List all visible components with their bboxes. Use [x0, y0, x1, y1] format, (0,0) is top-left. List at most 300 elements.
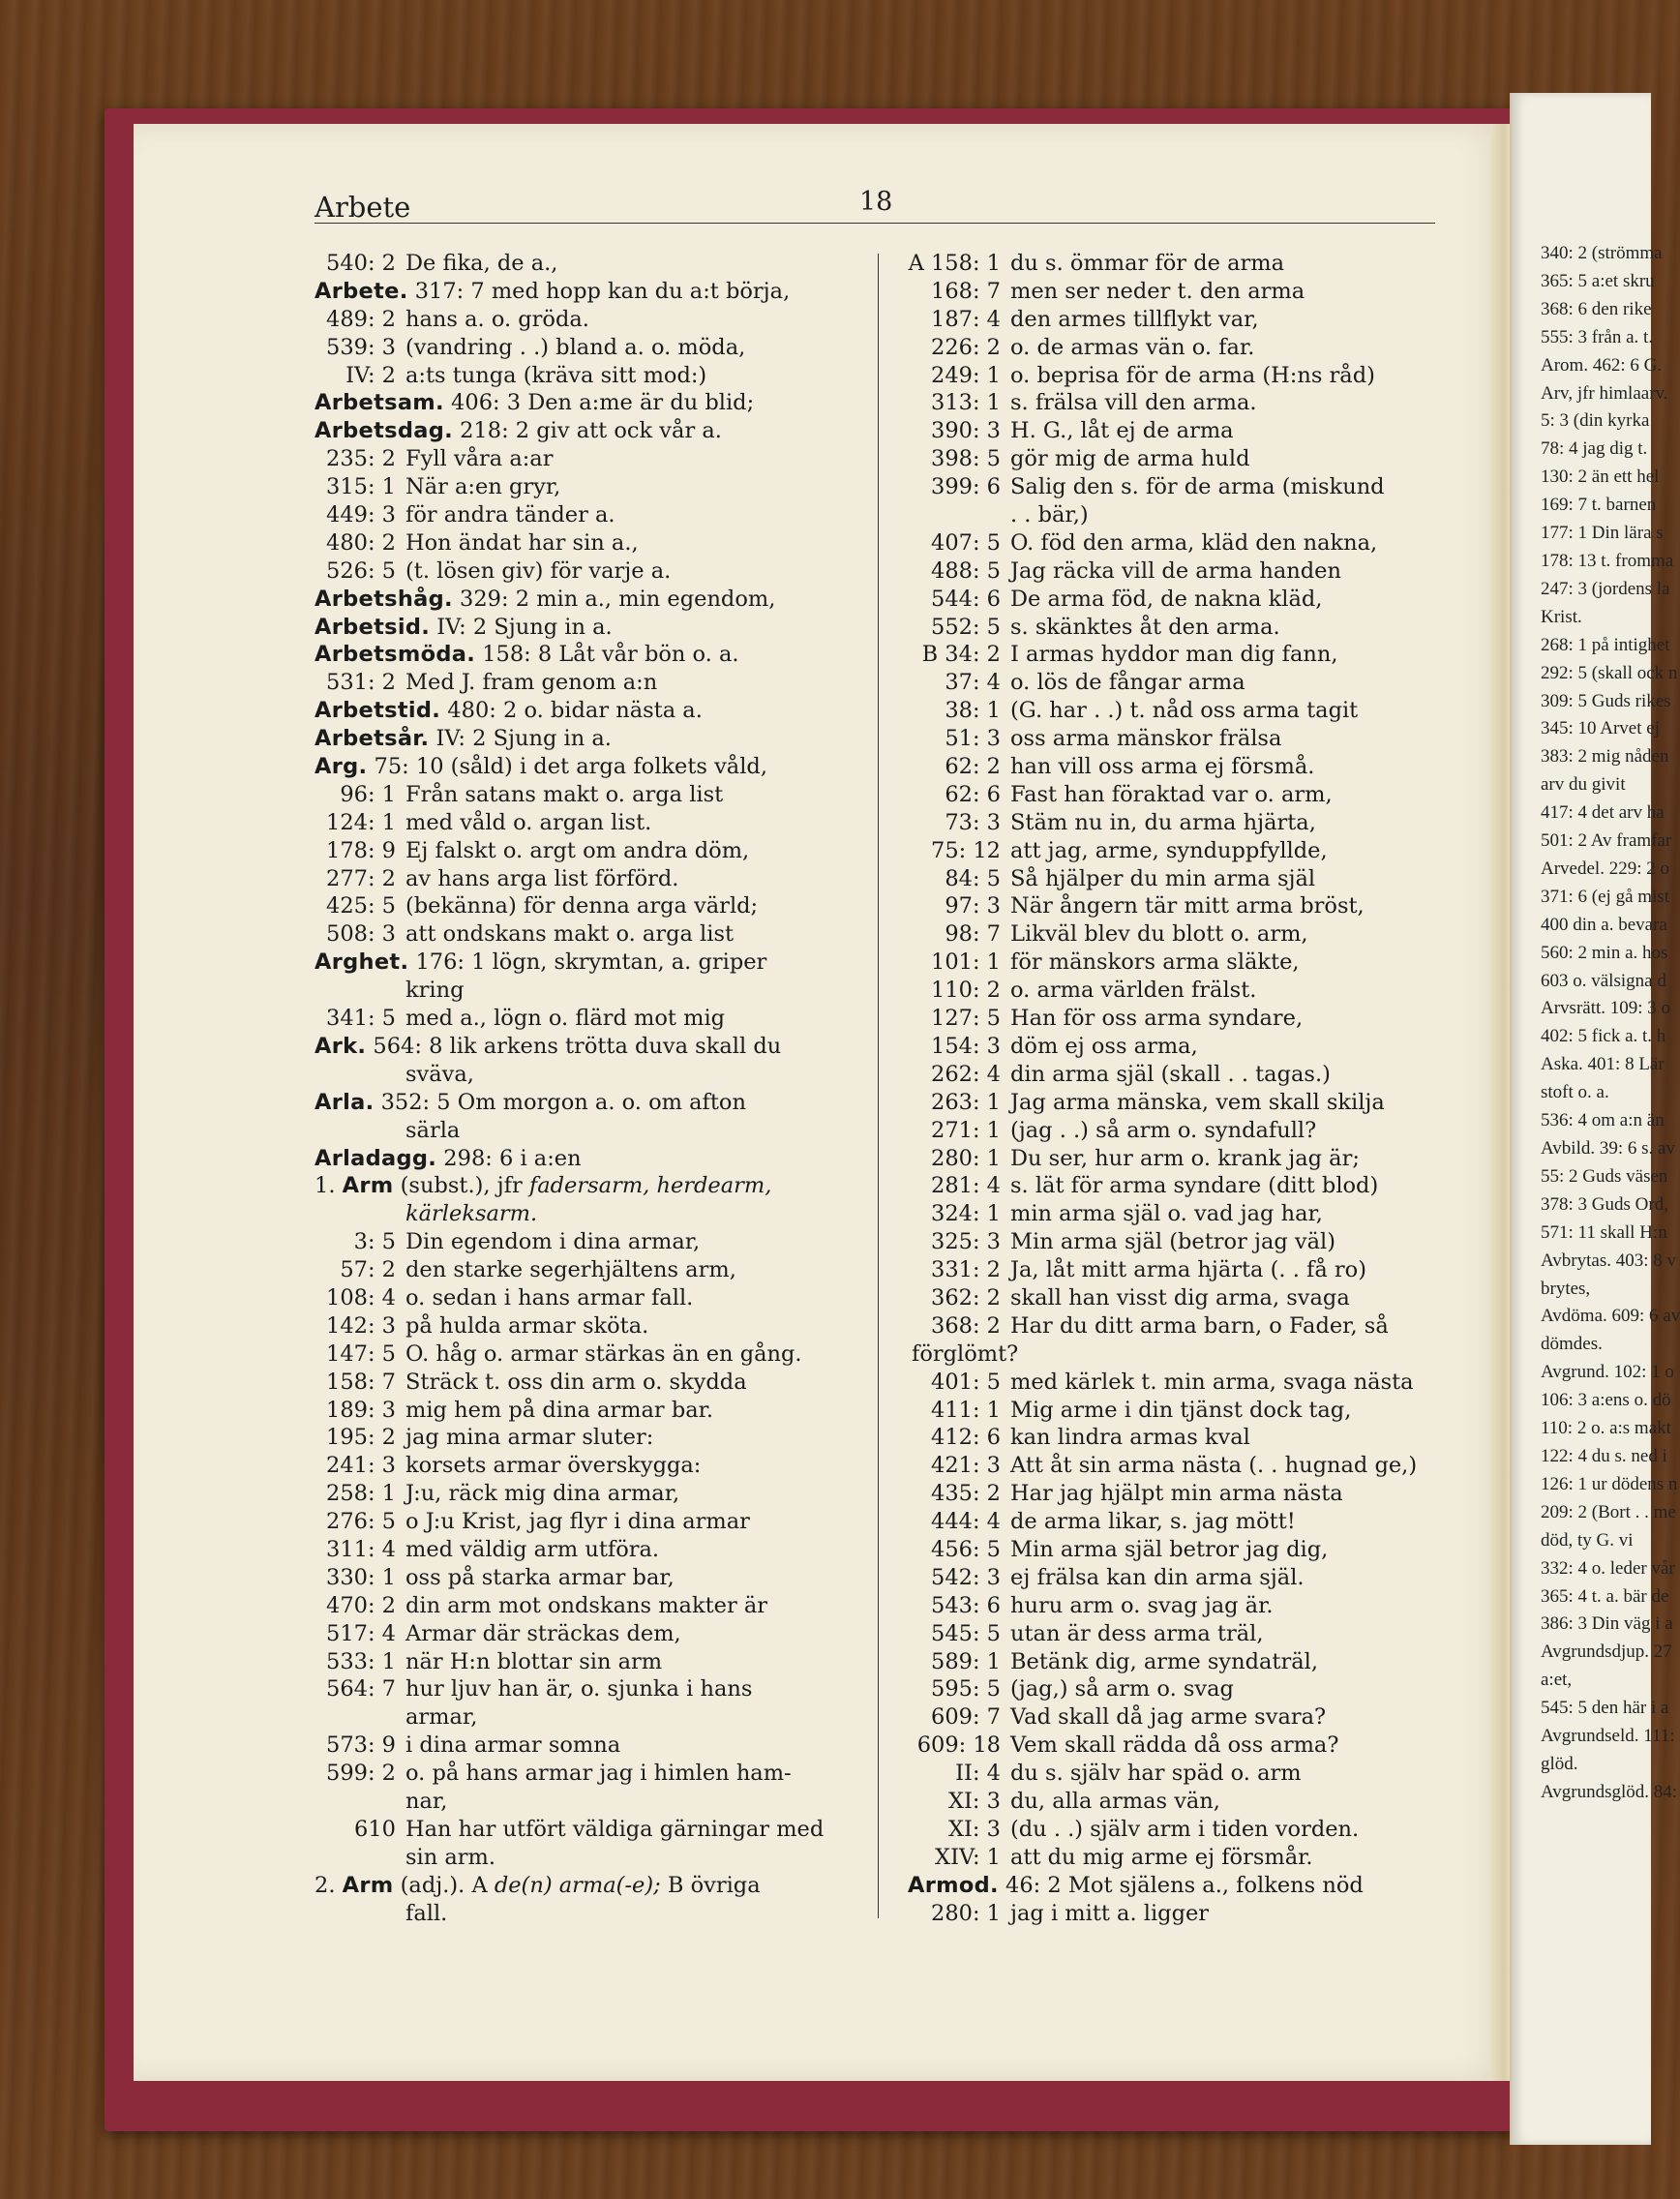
- reference-number: 545: 5: [931, 1620, 1001, 1646]
- reference-number: 489: 2: [326, 306, 396, 332]
- index-line: [315, 1145, 864, 1173]
- reference-number: 195: 2: [326, 1425, 396, 1451]
- entry-italic-text: de(n) arma(-e);: [494, 1872, 661, 1898]
- entry-headword: Arbetsmöda.: [315, 642, 476, 668]
- reference-text: för mänskors arma släkte,: [1010, 949, 1300, 976]
- next-page-line: 555: 3 från a. t.: [1541, 326, 1654, 347]
- reference-text: Ej falskt o. argt om andra döm,: [405, 837, 750, 863]
- entry-text: 218: 2 giv att ock vår a.: [452, 418, 722, 444]
- next-page-line: 368: 6 den rike: [1541, 298, 1652, 319]
- index-line: [315, 697, 864, 725]
- reference-text: mig hem på dina armar bar.: [405, 1397, 714, 1423]
- reference-number: 73: 3: [945, 809, 1001, 835]
- reference-number: 609: 18: [916, 1732, 1001, 1759]
- entry-headword: Arbete.: [315, 278, 408, 304]
- index-line: [908, 1732, 1450, 1760]
- reference-number: 62: 2: [945, 754, 1001, 780]
- next-page-line: Avbild. 39: 6 s. av: [1541, 1138, 1675, 1159]
- reference-text: De fika, de a.,: [405, 251, 558, 276]
- reference-text: Har du ditt arma barn, o Fader, så: [1010, 1312, 1389, 1339]
- index-line: [908, 1145, 1450, 1173]
- next-page-line: 345: 10 Arvet ej: [1541, 718, 1660, 739]
- next-page-line: Avgrund. 102: 1 o: [1541, 1362, 1674, 1383]
- index-line: [315, 306, 864, 334]
- reference-text: Armar där sträckas dem,: [405, 1620, 681, 1646]
- index-line: [908, 809, 1450, 837]
- index-line: [315, 417, 864, 445]
- index-line: [315, 1732, 864, 1760]
- index-line: [315, 641, 864, 669]
- index-line: [315, 529, 864, 557]
- entry-text: 158: 8 Låt vår bön o. a.: [475, 642, 739, 668]
- reference-text: (vandring . .) bland a. o. möda,: [405, 334, 746, 360]
- reference-text: o J:u Krist, jag flyr i dina armar: [405, 1509, 750, 1535]
- index-line: [315, 977, 864, 1005]
- reference-number: 362: 2: [931, 1284, 1001, 1310]
- reference-text: döm ej oss arma,: [1010, 1033, 1198, 1059]
- next-page-line: 292: 5 (skall ock n: [1541, 662, 1678, 683]
- index-line: [315, 1648, 864, 1676]
- reference-number: XI: 3: [948, 1788, 1001, 1814]
- entry-headword: Ark.: [315, 1033, 367, 1059]
- reference-number: 610: [354, 1816, 396, 1842]
- reference-number: 154: 3: [931, 1033, 1001, 1059]
- reference-text: s. lät för arma syndare (ditt blod): [1010, 1173, 1379, 1199]
- reference-text: korsets armar överskygga:: [405, 1453, 702, 1479]
- next-page-line: Avgrundsdjup. 27: [1541, 1642, 1672, 1663]
- index-line: [908, 417, 1450, 445]
- reference-text: a:ts tunga (kräva sitt mod:): [405, 362, 707, 388]
- index-line: [908, 586, 1450, 614]
- reference-number: 178: 9: [326, 837, 396, 863]
- index-line: [908, 949, 1450, 977]
- index-line: [315, 920, 864, 949]
- reference-text: ej frälsa kan din arma själ.: [1010, 1564, 1305, 1590]
- index-line: [315, 334, 864, 362]
- continuation-text: kärleksarm.: [405, 1201, 538, 1227]
- reference-text: (jag . .) så arm o. syndafull?: [1010, 1117, 1317, 1143]
- index-line: [908, 920, 1450, 949]
- reference-number: 51: 3: [945, 726, 1001, 752]
- index-line: [908, 865, 1450, 893]
- reference-text: O. håg o. armar stärkas än en gång.: [405, 1340, 802, 1367]
- reference-number: 62: 6: [945, 781, 1001, 807]
- reference-text: men ser neder t. den arma: [1010, 278, 1305, 304]
- next-page-line: 268: 1 på intighet: [1541, 634, 1670, 655]
- reference-number: 589: 1: [931, 1648, 1001, 1674]
- next-page-line: 386: 3 Din väg i a: [1541, 1613, 1673, 1635]
- reference-number: 599: 2: [326, 1761, 396, 1787]
- index-line: [315, 1369, 864, 1397]
- next-page-line: Avbrytas. 403: 8 v: [1541, 1250, 1677, 1271]
- entry-headword: Arbetsdag.: [315, 418, 453, 444]
- reference-number: 425: 5: [326, 893, 396, 919]
- continuation-text: förglömt?: [912, 1340, 1019, 1367]
- index-line: [908, 306, 1450, 334]
- index-line: [908, 334, 1450, 362]
- index-line: [908, 1760, 1450, 1788]
- next-page-line: 78: 4 jag dig t.: [1541, 438, 1648, 460]
- reference-number: 540: 2: [326, 251, 396, 276]
- next-page-line: 400 din a. bevara: [1541, 914, 1667, 935]
- reference-number: 398: 5: [931, 446, 1001, 472]
- reference-text: (jag,) så arm o. svag: [1010, 1676, 1234, 1702]
- index-line: [315, 1005, 864, 1033]
- reference-number: 412: 6: [931, 1425, 1001, 1451]
- entry-number: 2.: [315, 1872, 343, 1898]
- reference-text: jag mina armar sluter:: [405, 1425, 654, 1451]
- index-line: [908, 1592, 1450, 1620]
- reference-text: din arm mot ondskans makter är: [405, 1592, 768, 1618]
- reference-text: skall han visst dig arma, svaga: [1010, 1284, 1350, 1310]
- index-line: [908, 781, 1450, 809]
- reference-text: o. beprisa för de arma (H:ns råd): [1010, 362, 1375, 388]
- index-line: [908, 1033, 1450, 1061]
- index-line: [315, 1117, 864, 1145]
- index-line: [908, 1061, 1450, 1089]
- index-line: [908, 1536, 1450, 1564]
- index-line: [908, 977, 1450, 1005]
- next-page-line: 178: 13 t. fromma: [1541, 550, 1674, 571]
- entry-headword: Arbetsid.: [315, 614, 431, 640]
- reference-text: med våld o. argan list.: [405, 809, 652, 835]
- reference-number: 331: 2: [931, 1257, 1001, 1283]
- next-page-line: 365: 4 t. a. bär de: [1541, 1585, 1669, 1607]
- guide-word: Arbete: [315, 191, 411, 224]
- reference-text: Sträck t. oss din arm o. skydda: [405, 1369, 747, 1395]
- index-line: [908, 725, 1450, 753]
- entry-text: 352: 5 Om morgon a. o. om afton: [374, 1089, 746, 1115]
- reference-number: 84: 5: [945, 865, 1001, 891]
- index-line: [315, 753, 864, 781]
- reference-number: 37: 4: [945, 670, 1001, 696]
- reference-text: Betänk dig, arme syndaträl,: [1010, 1648, 1318, 1674]
- reference-text: Stäm nu in, du arma hjärta,: [1010, 809, 1316, 835]
- reference-text: När ångern tär mitt arma bröst,: [1010, 893, 1365, 919]
- next-page-line: 603 o. välsigna d: [1541, 970, 1666, 991]
- index-line: [315, 389, 864, 417]
- reference-number: 564: 7: [326, 1676, 396, 1702]
- reference-text: s. skänktes åt den arma.: [1010, 614, 1280, 640]
- continuation-text: nar,: [405, 1788, 448, 1814]
- reference-text: Jag arma mänska, vem skall skilja: [1010, 1089, 1385, 1115]
- reference-text: du s. ömmar för de arma: [1010, 251, 1285, 276]
- reference-text: min arma själ o. vad jag har,: [1010, 1201, 1323, 1227]
- reference-text: Han har utfört väldiga gärningar med: [405, 1816, 825, 1842]
- index-line: [908, 1369, 1450, 1397]
- continuation-text: kring: [405, 978, 465, 1004]
- reference-number: 542: 3: [931, 1564, 1001, 1590]
- reference-number: 324: 1: [931, 1201, 1001, 1227]
- next-page-line: 560: 2 min a. hos: [1541, 942, 1668, 963]
- reference-text: av hans arga list förförd.: [405, 865, 679, 891]
- reference-number: 249: 1: [931, 362, 1001, 388]
- index-line: [908, 362, 1450, 390]
- reference-number: 262: 4: [931, 1061, 1001, 1087]
- entry-headword: Arbetshåg.: [315, 586, 453, 612]
- reference-number: 325: 3: [931, 1229, 1001, 1255]
- continuation-text: . . bär,): [1010, 502, 1089, 528]
- index-line: [908, 1228, 1450, 1256]
- entry-headword: Arg.: [315, 754, 368, 780]
- reference-text: Salig den s. för de arma (miskund: [1010, 474, 1385, 500]
- next-page-line: Arom. 462: 6 G.: [1541, 354, 1663, 376]
- next-page-edge: [1510, 93, 1680, 2145]
- index-line: [908, 1508, 1450, 1536]
- index-line: [908, 1703, 1450, 1732]
- next-page-line: 309: 5 Guds rikes: [1541, 690, 1671, 711]
- index-line: [315, 1312, 864, 1340]
- entry-text: IV: 2 Sjung in a.: [429, 726, 612, 752]
- reference-number: 168: 7: [931, 278, 1001, 304]
- entry-text: 564: 8 lik arkens trötta duva skall du: [366, 1033, 782, 1059]
- continuation-text: fall.: [405, 1900, 448, 1926]
- reference-number: 435: 2: [931, 1481, 1001, 1507]
- reference-number: 98: 7: [945, 921, 1001, 948]
- reference-text: O. föd den arma, kläd den nakna,: [1010, 529, 1378, 556]
- reference-text: (du . .) själv arm i tiden vorden.: [1010, 1816, 1360, 1842]
- reference-text: o. sedan i hans armar fall.: [405, 1284, 694, 1310]
- entry-headword: Arbetsam.: [315, 390, 444, 416]
- reference-number: 226: 2: [931, 334, 1001, 360]
- next-page-line: Aska. 401: 8 Lär: [1541, 1054, 1665, 1075]
- index-line: [315, 501, 864, 529]
- index-line: [315, 1536, 864, 1564]
- index-line: [908, 1172, 1450, 1200]
- reference-text: När a:en gryr,: [405, 474, 561, 500]
- index-line: [908, 1424, 1450, 1452]
- next-page-line: 571: 11 skall H:n: [1541, 1221, 1667, 1243]
- index-line: [315, 725, 864, 753]
- reference-number: 330: 1: [326, 1564, 396, 1590]
- continuation-text: sin arm.: [405, 1844, 496, 1870]
- index-line: [315, 278, 864, 306]
- reference-number: XI: 3: [948, 1816, 1001, 1842]
- reference-text: du, alla armas vän,: [1010, 1788, 1220, 1814]
- reference-number: 315: 1: [326, 474, 396, 500]
- index-line: [315, 1620, 864, 1648]
- reference-number: 3: 5: [353, 1229, 396, 1255]
- reference-number: 189: 3: [326, 1397, 396, 1423]
- next-page-line: 545: 5 den här i a: [1541, 1698, 1669, 1719]
- entry-text: (adj.). A: [393, 1872, 495, 1898]
- next-page-line: 340: 2 (strömma: [1541, 243, 1663, 263]
- next-page-line: 417: 4 det arv ha: [1541, 802, 1665, 824]
- reference-number: 368: 2: [931, 1312, 1001, 1339]
- index-line: [315, 1480, 864, 1508]
- index-line: [315, 1816, 864, 1844]
- reference-number: 421: 3: [931, 1453, 1001, 1479]
- reference-number: 595: 5: [931, 1676, 1001, 1702]
- index-line: [908, 669, 1450, 697]
- reference-number: 543: 6: [931, 1592, 1001, 1618]
- reference-number: 101: 1: [931, 949, 1001, 976]
- entry-text: 176: 1 lögn, skrymtan, a. griper: [408, 949, 767, 976]
- reference-number: 449: 3: [326, 502, 396, 528]
- reference-number: 127: 5: [931, 1006, 1001, 1032]
- index-line: [315, 1703, 864, 1732]
- entry-text: IV: 2 Sjung in a.: [430, 614, 613, 640]
- reference-number: 235: 2: [326, 446, 396, 472]
- reference-text: de arma likar, s. jag mött!: [1010, 1509, 1296, 1535]
- index-line: [315, 781, 864, 809]
- index-line: [908, 1844, 1450, 1872]
- next-page-line: brytes,: [1541, 1278, 1591, 1299]
- reference-text: utan är dess arma träl,: [1010, 1620, 1264, 1646]
- reference-text: o. lös de fångar arma: [1010, 670, 1245, 696]
- reference-text: jag i mitt a. ligger: [1010, 1900, 1210, 1926]
- reference-text: (t. lösen giv) för varje a.: [405, 557, 672, 584]
- reference-text: Han för oss arma syndare,: [1010, 1006, 1304, 1032]
- index-line: [908, 1284, 1450, 1312]
- reference-number: 526: 5: [326, 557, 396, 584]
- next-page-line: 247: 3 (jordens la: [1541, 578, 1670, 599]
- reference-text: att jag, arme, synduppfyllde,: [1010, 837, 1328, 863]
- index-line: [908, 753, 1450, 781]
- index-line: [315, 865, 864, 893]
- reference-number: 552: 5: [931, 614, 1001, 640]
- reference-text: huru arm o. svag jag är.: [1010, 1592, 1274, 1618]
- index-line: [908, 1872, 1450, 1900]
- index-line: [315, 1228, 864, 1256]
- index-line: [315, 1760, 864, 1788]
- reference-number: 97: 3: [945, 893, 1001, 919]
- page-number: 18: [859, 187, 893, 217]
- index-line: [908, 1397, 1450, 1425]
- reference-number: 108: 4: [326, 1284, 396, 1310]
- index-line: [908, 1900, 1450, 1928]
- reference-number: 470: 2: [326, 1592, 396, 1618]
- reference-number: 142: 3: [326, 1312, 396, 1339]
- reference-text: med a., lögn o. flärd mot mig: [405, 1006, 726, 1032]
- reference-text: Mig arme i din tjänst dock tag,: [1010, 1397, 1352, 1423]
- index-line: [908, 697, 1450, 725]
- next-page-line: 130: 2 än ett hel: [1541, 467, 1660, 488]
- next-page-line: a:et,: [1541, 1670, 1573, 1691]
- reference-text: Du ser, hur arm o. krank jag är;: [1010, 1145, 1360, 1171]
- index-line: [908, 641, 1450, 669]
- index-line: [908, 1788, 1450, 1816]
- index-line: [315, 445, 864, 473]
- index-line: [315, 1061, 864, 1089]
- reference-number: 263: 1: [931, 1089, 1001, 1115]
- reference-number: 517: 4: [326, 1620, 396, 1646]
- index-line: [908, 1089, 1450, 1117]
- index-line: [315, 614, 864, 642]
- reference-number: 75: 12: [931, 837, 1001, 863]
- reference-text: o. på hans armar jag i himlen ham-: [405, 1761, 792, 1787]
- entry-text: 46: 2 Mot själens a., folkens nöd: [998, 1872, 1364, 1898]
- index-line: [315, 1564, 864, 1592]
- index-line: [315, 1256, 864, 1284]
- index-line: [315, 1340, 864, 1369]
- entry-italic-text: fadersarm, herdearm,: [528, 1173, 772, 1199]
- reference-number: 277: 2: [326, 865, 396, 891]
- next-page-line: Arv, jfr himlaarv.: [1541, 382, 1668, 404]
- index-line: [908, 473, 1450, 501]
- reference-text: när H:n blottar sin arm: [405, 1648, 663, 1674]
- entry-headword: Arm: [342, 1173, 394, 1199]
- reference-number: XIV: 1: [935, 1844, 1001, 1870]
- reference-number: II: 4: [955, 1761, 1001, 1787]
- index-line: [315, 837, 864, 865]
- reference-text: han vill oss arma ej försmå.: [1010, 754, 1315, 780]
- index-line: [908, 1256, 1450, 1284]
- reference-text: oss arma mänskor frälsa: [1010, 726, 1282, 752]
- reference-number: 390: 3: [931, 418, 1001, 444]
- index-line: [315, 1284, 864, 1312]
- next-page-line: död, ty G. vi: [1541, 1529, 1634, 1551]
- index-line: [908, 389, 1450, 417]
- index-line: [908, 1675, 1450, 1703]
- entry-number: 1.: [315, 1173, 343, 1199]
- reference-number: 488: 5: [931, 557, 1001, 584]
- index-line: [908, 1005, 1450, 1033]
- index-line: [315, 1089, 864, 1117]
- reference-text: Likväl blev du blott o. arm,: [1010, 921, 1308, 948]
- next-page-line: Arvedel. 229: 2 o: [1541, 858, 1669, 879]
- entry-headword: Arladagg.: [315, 1145, 437, 1171]
- next-page-line: Avgrundsglöd. 84:: [1541, 1781, 1678, 1802]
- reference-text: o. arma världen frälst.: [1010, 978, 1257, 1004]
- reference-number: 281: 4: [931, 1173, 1001, 1199]
- reference-text: Vem skall rädda då oss arma?: [1010, 1732, 1339, 1759]
- reference-text: Från satans makt o. arga list: [405, 781, 724, 807]
- index-line: [315, 1788, 864, 1816]
- index-line: [315, 1508, 864, 1536]
- next-page-line: 126: 1 ur dödens n: [1541, 1473, 1678, 1494]
- next-page-line: 177: 1 Din lära s: [1541, 523, 1664, 544]
- entry-headword: Arbetsår.: [315, 726, 430, 752]
- index-line: [908, 1117, 1450, 1145]
- reference-number: 544: 6: [931, 586, 1001, 612]
- reference-number: 311: 4: [326, 1536, 396, 1562]
- entry-text: (subst.), jfr: [393, 1173, 529, 1199]
- continuation-text: sväva,: [405, 1061, 474, 1087]
- reference-number: 124: 1: [326, 809, 396, 835]
- next-page-line: 5: 3 (din kyrka: [1541, 410, 1650, 432]
- reference-text: oss på starka armar bar,: [405, 1564, 675, 1590]
- reference-number: B 34: 2: [921, 642, 1001, 668]
- index-line: [315, 557, 864, 586]
- index-line: [315, 250, 864, 278]
- index-line: [908, 529, 1450, 557]
- index-line: [908, 892, 1450, 920]
- reference-number: 407: 5: [931, 529, 1001, 556]
- index-line: [908, 445, 1450, 473]
- entry-headword: Arghet.: [315, 949, 409, 976]
- next-page-line: glöd.: [1541, 1753, 1578, 1774]
- index-line: [315, 1900, 864, 1928]
- index-line: [908, 1200, 1450, 1228]
- index-line: [908, 1816, 1450, 1844]
- reference-text: hans a. o. gröda.: [405, 306, 589, 332]
- entry-text: 317: 7 med hopp kan du a:t börja,: [407, 278, 791, 304]
- reference-text: H. G., låt ej de arma: [1010, 418, 1234, 444]
- entry-headword: Armod.: [908, 1872, 999, 1898]
- reference-text: J:u, räck mig dina armar,: [405, 1481, 680, 1507]
- next-page-line: dömdes.: [1541, 1334, 1603, 1355]
- index-line: [908, 1620, 1450, 1648]
- reference-text: hur ljuv han är, o. sjunka i hans: [405, 1676, 753, 1702]
- reference-text: Med J. fram genom a:n: [405, 670, 658, 696]
- next-page-line: 55: 2 Guds väsen: [1541, 1165, 1668, 1187]
- next-page-line: 106: 3 a:ens o. dö: [1541, 1390, 1671, 1411]
- right-column: [908, 250, 1450, 1927]
- reference-number: IV: 2: [345, 362, 396, 388]
- index-line: [908, 501, 1450, 529]
- reference-text: s. frälsa vill den arma.: [1010, 390, 1257, 416]
